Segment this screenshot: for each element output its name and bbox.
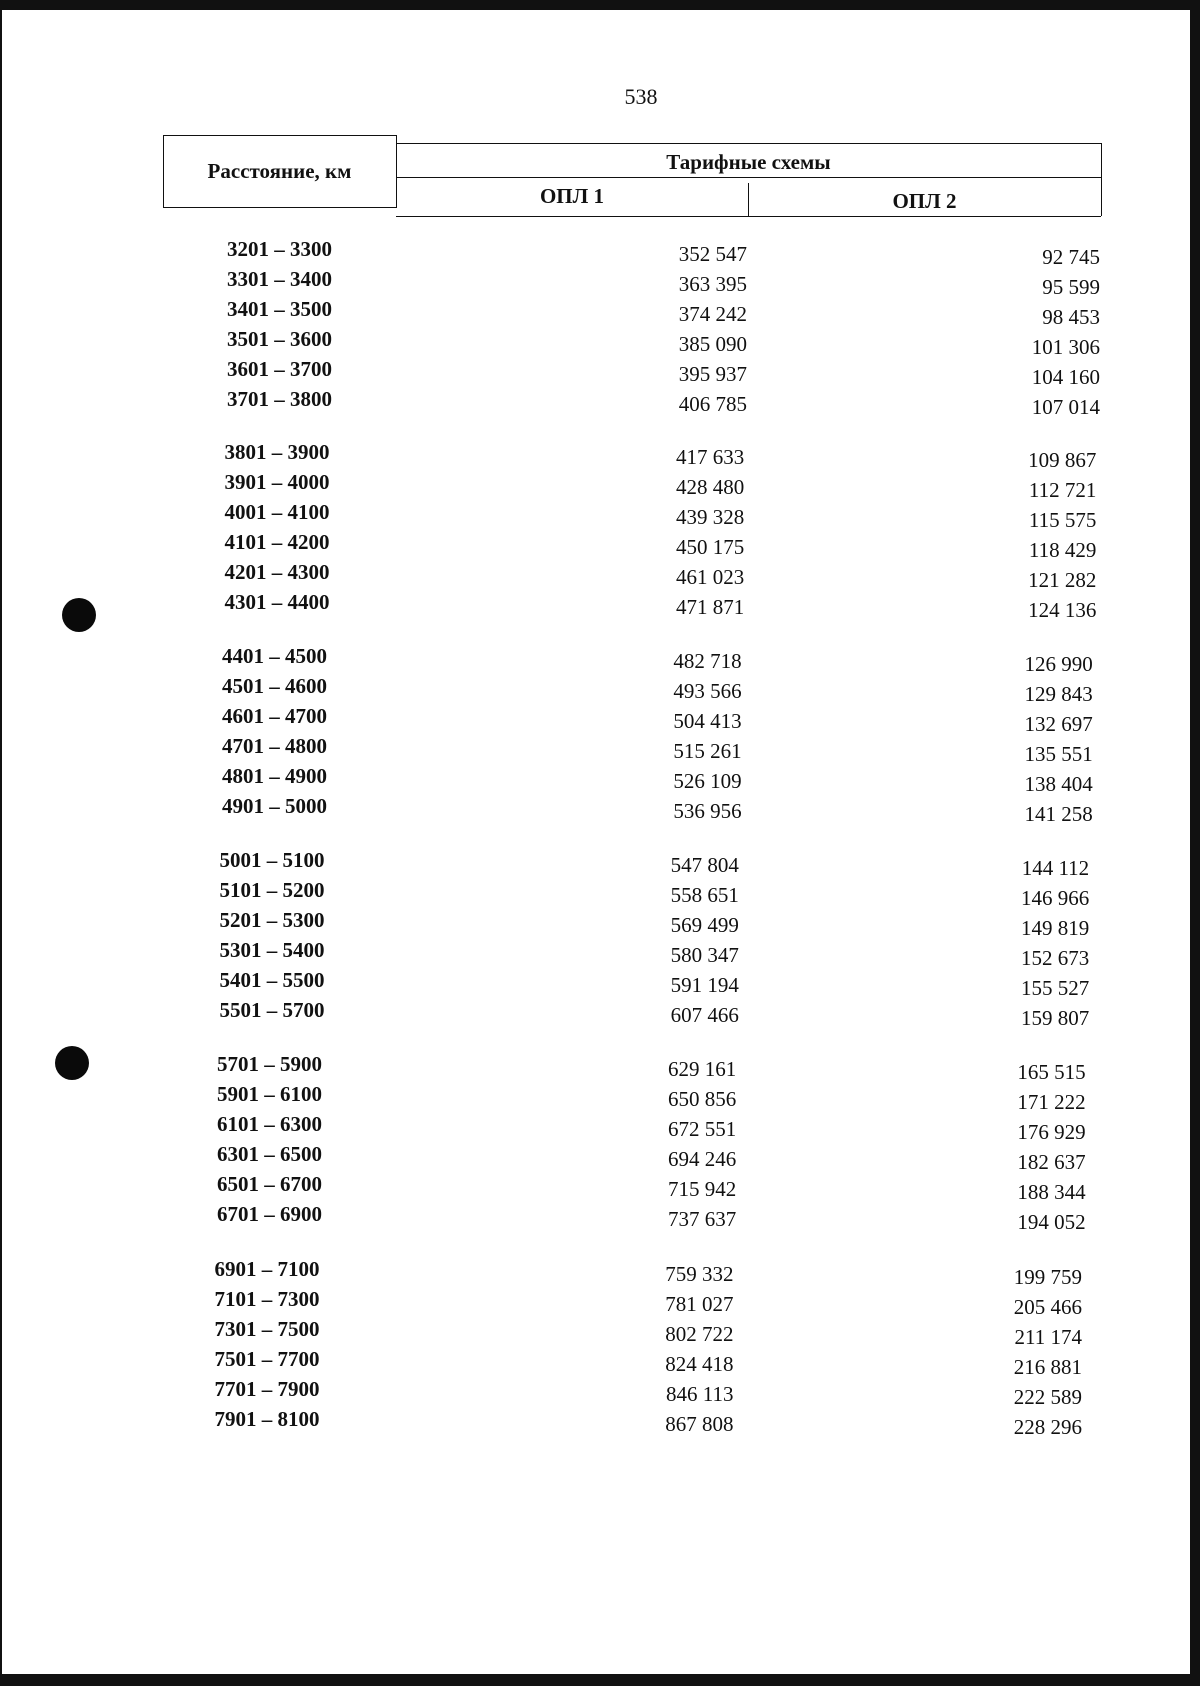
header-opl1: ОПЛ 1 bbox=[539, 184, 605, 208]
opl1-cell: 607 466 bbox=[670, 1002, 739, 1027]
distance-cell: 3901 – 4000 bbox=[224, 469, 330, 494]
page-number: 538 bbox=[624, 84, 658, 109]
opl2-cell: 176 929 bbox=[1017, 1119, 1086, 1144]
opl2-cell: 132 697 bbox=[1024, 711, 1093, 736]
opl1-cell: 629 161 bbox=[667, 1057, 737, 1081]
opl1-cell: 417 633 bbox=[676, 445, 745, 469]
opl1-cell: 802 722 bbox=[665, 1321, 734, 1346]
opl2-cell: 188 344 bbox=[1017, 1179, 1086, 1204]
opl2-cell: 165 515 bbox=[1017, 1060, 1086, 1084]
opl2-cell: 126 990 bbox=[1024, 652, 1093, 676]
opl1-cell: 867 808 bbox=[665, 1411, 734, 1436]
distance-cell: 5301 – 5400 bbox=[219, 937, 325, 962]
opl2-cell: 138 404 bbox=[1024, 771, 1093, 796]
distance-cell: 6301 – 6500 bbox=[217, 1141, 322, 1166]
distance-cell: 3401 – 3500 bbox=[227, 296, 332, 321]
header-distance: Расстояние, км bbox=[207, 159, 352, 183]
distance-cell: 5901 – 6100 bbox=[217, 1081, 322, 1106]
distance-cell: 7101 – 7300 bbox=[214, 1286, 320, 1311]
opl1-cell: 450 175 bbox=[676, 534, 745, 559]
opl1-cell: 569 499 bbox=[670, 912, 739, 937]
opl1-cell: 374 242 bbox=[678, 301, 747, 326]
distance-cell: 4301 – 4400 bbox=[224, 589, 330, 614]
opl1-cell: 428 480 bbox=[676, 474, 745, 499]
distance-cell: 3601 – 3700 bbox=[227, 356, 332, 381]
opl2-cell: 95 599 bbox=[1042, 274, 1100, 299]
opl1-cell: 385 090 bbox=[678, 331, 747, 356]
distance-cell: 5201 – 5300 bbox=[219, 907, 325, 932]
opl1-cell: 493 566 bbox=[673, 678, 742, 703]
opl2-cell: 146 966 bbox=[1020, 885, 1090, 910]
distance-cell: 3501 – 3600 bbox=[227, 326, 332, 351]
opl2-cell: 115 575 bbox=[1028, 507, 1097, 532]
opl2-cell: 101 306 bbox=[1031, 334, 1100, 359]
distance-cell: 4001 – 4100 bbox=[224, 499, 330, 524]
opl2-cell: 149 819 bbox=[1020, 915, 1090, 940]
opl2-cell: 194 052 bbox=[1017, 1209, 1086, 1234]
opl2-cell: 109 867 bbox=[1028, 448, 1097, 472]
opl2-cell: 98 453 bbox=[1042, 304, 1100, 329]
opl2-cell: 159 807 bbox=[1020, 1005, 1090, 1030]
opl1-cell: 737 637 bbox=[667, 1206, 737, 1231]
opl1-cell: 846 113 bbox=[666, 1381, 734, 1406]
opl2-cell: 205 466 bbox=[1013, 1294, 1082, 1319]
distance-cell: 4501 – 4600 bbox=[222, 673, 327, 698]
opl1-cell: 824 418 bbox=[665, 1351, 734, 1376]
opl1-cell: 482 718 bbox=[673, 649, 742, 673]
opl2-cell: 107 014 bbox=[1031, 394, 1100, 419]
distance-cell: 3801 – 3900 bbox=[224, 440, 330, 464]
opl2-cell: 118 429 bbox=[1028, 537, 1097, 562]
opl2-cell: 228 296 bbox=[1013, 1414, 1082, 1439]
opl2-cell: 182 637 bbox=[1017, 1149, 1086, 1174]
distance-cell: 5001 – 5100 bbox=[219, 848, 325, 872]
distance-cell: 4401 – 4500 bbox=[222, 644, 327, 668]
distance-cell: 7701 – 7900 bbox=[214, 1376, 320, 1401]
distance-cell: 5101 – 5200 bbox=[219, 877, 325, 902]
opl1-cell: 395 937 bbox=[678, 361, 747, 386]
opl2-cell: 152 673 bbox=[1020, 945, 1090, 970]
distance-cell: 4201 – 4300 bbox=[224, 559, 330, 584]
opl2-cell: 104 160 bbox=[1031, 364, 1100, 389]
distance-cell: 5401 – 5500 bbox=[219, 967, 325, 992]
distance-cell: 5701 – 5900 bbox=[217, 1052, 322, 1076]
distance-cell: 4701 – 4800 bbox=[222, 733, 327, 758]
opl1-cell: 672 551 bbox=[667, 1116, 737, 1141]
distance-cell: 7901 – 8100 bbox=[214, 1406, 320, 1431]
distance-cell: 3201 – 3300 bbox=[227, 237, 332, 261]
distance-cell: 4101 – 4200 bbox=[224, 529, 330, 554]
opl1-cell: 558 651 bbox=[670, 882, 739, 907]
distance-cell: 6501 – 6700 bbox=[217, 1171, 322, 1196]
opl1-cell: 547 804 bbox=[670, 853, 739, 877]
header-tariff-schemes: Тарифные схемы bbox=[666, 150, 831, 174]
opl1-cell: 471 871 bbox=[676, 594, 745, 619]
opl2-cell: 222 589 bbox=[1013, 1384, 1082, 1409]
distance-cell: 5501 – 5700 bbox=[219, 997, 325, 1022]
distance-cell: 4901 – 5000 bbox=[222, 793, 327, 818]
opl1-cell: 461 023 bbox=[676, 564, 745, 589]
distance-cell: 7301 – 7500 bbox=[214, 1316, 320, 1341]
opl2-cell: 199 759 bbox=[1013, 1265, 1082, 1289]
distance-cell: 7501 – 7700 bbox=[214, 1346, 320, 1371]
distance-cell: 3701 – 3800 bbox=[227, 386, 332, 411]
opl2-cell: 121 282 bbox=[1028, 567, 1097, 592]
opl1-cell: 406 785 bbox=[678, 391, 747, 416]
opl1-cell: 439 328 bbox=[676, 504, 745, 529]
opl1-cell: 591 194 bbox=[670, 972, 739, 997]
opl2-cell: 129 843 bbox=[1024, 681, 1093, 706]
opl2-cell: 211 174 bbox=[1014, 1324, 1082, 1349]
opl2-cell: 112 721 bbox=[1028, 477, 1097, 502]
opl2-cell: 171 222 bbox=[1017, 1089, 1086, 1114]
header-opl2: ОПЛ 2 bbox=[892, 189, 957, 213]
opl2-cell: 92 745 bbox=[1042, 245, 1100, 269]
distance-cell: 6701 – 6900 bbox=[217, 1201, 322, 1226]
opl2-cell: 141 258 bbox=[1024, 801, 1093, 826]
opl2-cell: 135 551 bbox=[1024, 741, 1093, 766]
opl1-cell: 515 261 bbox=[673, 738, 742, 763]
opl2-cell: 124 136 bbox=[1028, 597, 1097, 622]
opl1-cell: 526 109 bbox=[673, 768, 742, 793]
opl1-cell: 536 956 bbox=[673, 798, 742, 823]
opl1-cell: 694 246 bbox=[667, 1146, 737, 1171]
opl1-cell: 580 347 bbox=[670, 942, 739, 967]
opl1-cell: 363 395 bbox=[678, 271, 747, 296]
opl1-cell: 715 942 bbox=[667, 1176, 737, 1201]
distance-cell: 3301 – 3400 bbox=[227, 266, 332, 291]
opl2-cell: 155 527 bbox=[1020, 975, 1090, 1000]
opl1-cell: 504 413 bbox=[673, 708, 742, 733]
opl2-cell: 144 112 bbox=[1021, 856, 1090, 880]
opl1-cell: 650 856 bbox=[667, 1086, 737, 1111]
opl1-cell: 781 027 bbox=[665, 1291, 734, 1316]
distance-cell: 4601 – 4700 bbox=[222, 703, 327, 728]
opl2-cell: 216 881 bbox=[1013, 1354, 1082, 1379]
distance-cell: 4801 – 4900 bbox=[222, 763, 327, 788]
opl1-cell: 352 547 bbox=[678, 242, 747, 266]
opl1-cell: 759 332 bbox=[665, 1262, 734, 1286]
distance-cell: 6901 – 7100 bbox=[214, 1257, 320, 1281]
distance-cell: 6101 – 6300 bbox=[217, 1111, 322, 1136]
